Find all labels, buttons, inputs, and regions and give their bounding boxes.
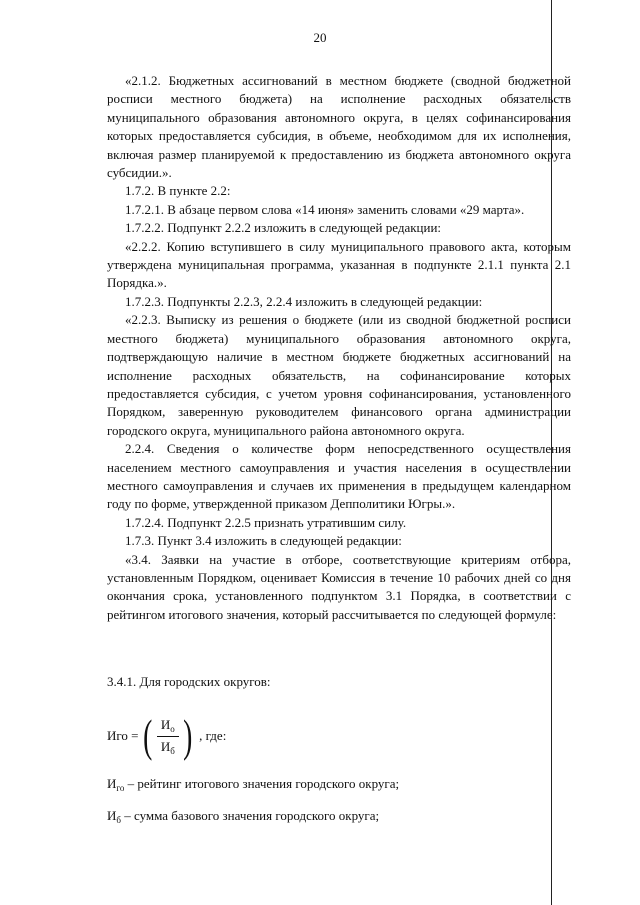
paragraph-1-7-2: 1.7.2. В пункте 2.2:	[125, 183, 231, 199]
formula-lhs: Иго =	[107, 728, 139, 743]
paragraph-1-7-3: 1.7.3. Пункт 3.4 изложить в следующей редакции:	[125, 533, 402, 549]
formula-section	[107, 674, 567, 761]
formula-section-title: 3.4.1. Для городских округов:	[107, 674, 271, 689]
left-paren: (	[143, 710, 153, 761]
rating-formula	[107, 706, 307, 766]
formula-tail: , где:	[199, 728, 227, 743]
paragraph-2-2-4: 2.2.4. Сведения о количестве форм непосредственного осуществления населением местного самоуправления и участия населения в осуществлении местного самоуправления и случаев их применения в предыдущем календарном году по форме, утвержденной приказом Депполитики Югры.».	[107, 441, 571, 512]
formula-fraction	[157, 717, 179, 756]
definition-ib: $И_б$ – сумма базового значения городского округа;	[107, 808, 380, 825]
paragraph-3-4: «3.4. Заявки на участие в отборе, соответствующие критериям отбора, установленным Порядком, оценивает Комиссия в течение 10 рабочих дней со дня окончания срока, установленного подпунктом 3.1 Порядка, в соответствии с рейтингом итогового значения, который рассчитывается по следующей формуле:	[107, 551, 571, 622]
paragraph-2-2-2: «2.2.2. Копию вступившего в силу муниципального правового акта, которым утверждена муниципальная программа, указанная в подпункте 2.1.1 пункта 2.1 Порядка.».	[107, 238, 571, 291]
paragraph-1-7-2-1: 1.7.2.1. В абзаце первом слова «14 июня» заменить словами «29 марта».	[125, 201, 525, 217]
definition-igo: $И_{го}$ – рейтинг итогового значения городского округа;	[107, 776, 400, 793]
paragraph-2-2-3: «2.2.3. Выписку из решения о бюджете (или из сводной бюджетной росписи местного бюджета) муниципального образования автономного округа, подтверждающую наличие в местном бюджете бюджетных ассигнований на исполнение расходных обязательств, на софинансирование которых предоставляется субсидия, с учетом уровня софинансирования, установленного Порядком, заверенную руководителем финансового органа администрации городского округа, муниципального района автономного округа.	[107, 312, 571, 438]
paragraph-2-1-2: «2.1.2. Бюджетных ассигнований в местном бюджете (сводной бюджетной росписи местного бюджета) на исполнение расходных обязательств муниципального образования автономного округа, в целях софинансирования которых предоставляется субсидия, в объеме, необходимом для их исполнения, включая размер планируемой к предоставлению из бюджета автономного округа субсидии.».	[107, 73, 571, 181]
page-number: 20	[313, 30, 327, 45]
formula-parentheses	[140, 710, 195, 761]
formula-denominator: $И_б$	[160, 738, 175, 756]
formula-numerator: $И_о$	[157, 717, 179, 737]
paragraph-1-7-2-2: 1.7.2.2. Подпункт 2.2.2 изложить в следующей редакции:	[125, 220, 442, 236]
right-paren: )	[182, 710, 193, 761]
paragraph-1-7-2-3: 1.7.2.3. Подпункты 2.2.3, 2.2.4 изложить в следующей редакции:	[125, 293, 483, 309]
paragraph-1-7-2-4: 1.7.2.4. Подпункт 2.2.5 признать утратившим силу.	[125, 514, 407, 530]
document-body	[107, 72, 571, 624]
